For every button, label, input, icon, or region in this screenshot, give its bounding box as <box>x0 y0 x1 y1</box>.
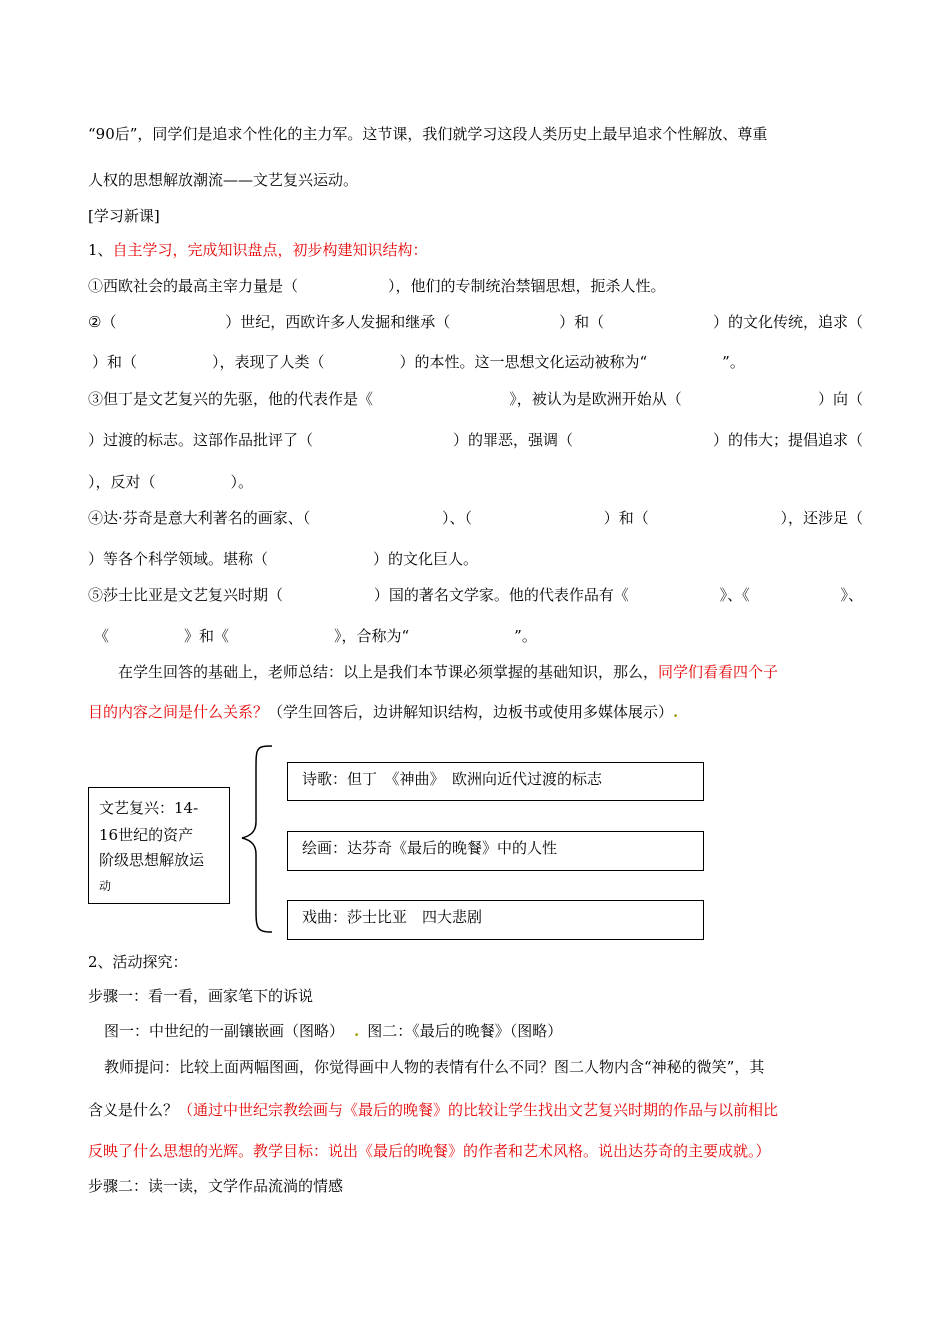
task1-heading <box>88 240 428 260</box>
question-5-line-2: 《 》和《 》，合称为“ ”。 <box>94 627 537 645</box>
teacher-question-end: 含义是什么？ <box>88 1101 179 1119</box>
q5-seg: 》、 <box>840 586 863 604</box>
q3-seg: ）过渡的标志。这部作品批评了（ <box>88 431 314 449</box>
q3-seg: ③但丁是文艺复兴的先驱，他的代表作是《 <box>88 390 374 408</box>
intro-line-1: “90后”，同学们是追求个性化的主力军。这节课，我们就学习这段人类历史上最早追求个性解放、尊重 <box>88 125 768 143</box>
q3-seg: ）的罪恶，强调（ <box>452 431 573 449</box>
figures-line <box>104 1021 562 1041</box>
diagram-main-line: 动 <box>99 879 112 893</box>
q3-seg: 》，被认为是欧洲开始从（ <box>509 390 682 408</box>
diagram-main-text: 文艺复兴：14- <box>99 799 199 817</box>
diagram-main-box <box>88 787 230 904</box>
diagram-main-line <box>99 798 223 818</box>
teacher-question-line-1: 教师提问：比较上面两幅图画，你觉得画中人物的表情有什么不同？图二人物内含“神秘的微笑”，其 <box>104 1058 765 1076</box>
summary-question: 目的内容之间是什么关系？ <box>88 703 269 721</box>
q4-seg: ），还涉足（ <box>780 509 863 527</box>
q5-seg: ⑤莎士比亚是文艺复兴时期（ <box>88 586 284 604</box>
figure-2: 图二：《最后的晚餐》（图略） <box>367 1022 563 1040</box>
question-4-line-2: ）等各个科学领域。堪称（ ）的文化巨人。 <box>88 550 479 568</box>
diagram-main-line: 阶级思想解放运 <box>99 851 205 869</box>
summary-note: （学生回答后，边讲解知识结构，边板书或使用多媒体展示） <box>268 703 674 721</box>
q2-seg: ）的文化传统，追求（ <box>712 313 863 331</box>
intro-line-2: 人权的思想解放潮流——文艺复兴运动。 <box>88 171 359 189</box>
question-2-line-1 <box>88 312 863 332</box>
q5-seg: 》、《 <box>719 586 750 604</box>
brace-icon <box>236 740 276 940</box>
diagram-main-line: 16世纪的资产 <box>99 826 194 844</box>
teaching-goal: 反映了什么思想的光辉。教学目标：说出《最后的晚餐》的作者和艺术风格。说出达芬奇的主要成就。） <box>88 1142 771 1160</box>
summary-line-1 <box>88 662 778 682</box>
stray-dot: . <box>673 703 679 721</box>
question-2-line-2: ）和（ ），表现了人类（ ）的本性。这一思想文化运动被称为“ ”。 <box>92 353 745 371</box>
diagram-branch-painting <box>287 831 704 871</box>
branch-text: 绘画：达芬奇《最后的晚餐》中的人性 <box>302 839 558 857</box>
stray-dot: . <box>354 1022 360 1040</box>
step-1: 步骤一：看一看，画家笔下的诉说 <box>88 987 314 1005</box>
q4-seg: ）、（ <box>442 509 473 527</box>
question-5-line-1 <box>88 585 863 605</box>
task1-title: 自主学习，完成知识盘点，初步构建知识结构： <box>112 241 428 259</box>
task2-heading: 2、活动探究： <box>88 953 188 971</box>
branch-text: 戏曲：莎士比亚 四大悲剧 <box>302 908 483 926</box>
summary-text: 在学生回答的基础上，老师总结：以上是我们本节课必须掌握的基础知识，那么， <box>88 663 659 681</box>
question-4-line-1 <box>88 508 863 528</box>
task1-number: 1、 <box>88 241 113 259</box>
teaching-note: （通过中世纪宗教绘画与《最后的晚餐》的比较让学生找出文艺复兴时期的作品与以前相比 <box>178 1101 779 1119</box>
figure-1: 图一：中世纪的一副镶嵌画（图略） <box>104 1022 345 1040</box>
q2-seg: ②（ <box>88 313 117 331</box>
summary-line-2 <box>88 702 678 722</box>
summary-question: 同学们看看四个子 <box>658 663 779 681</box>
branch-text: 诗歌：但丁 《神曲》 欧洲向近代过渡的标志 <box>302 770 603 788</box>
step-2: 步骤二：读一读，文学作品流淌的情感 <box>88 1177 344 1195</box>
q2-seg: ）世纪，西欧许多人发掘和继承（ <box>225 313 451 331</box>
question-3-line-3: ），反对（ ）。 <box>88 473 254 491</box>
teacher-question-line-2 <box>88 1100 778 1120</box>
question-3-line-2 <box>88 430 863 450</box>
diagram-branch-poetry <box>287 762 704 801</box>
q4-seg: ）和（ <box>603 509 649 527</box>
q5-seg: ）国的著名文学家。他的代表作品有《 <box>373 586 629 604</box>
section-label: [学习新课] <box>88 207 160 225</box>
question-1: ①西欧社会的最高主宰力量是（ ），他们的专制统治禁锢思想，扼杀人性。 <box>88 277 666 295</box>
diagram-branch-drama <box>287 900 704 940</box>
q2-seg: ）和（ <box>559 313 605 331</box>
q3-seg: ）向（ <box>817 390 863 408</box>
question-3-line-1 <box>88 389 863 409</box>
q3-seg: ）的伟大；提倡追求（ <box>712 431 863 449</box>
q4-seg: ④达·芬奇是意大利著名的画家、（ <box>88 509 311 527</box>
